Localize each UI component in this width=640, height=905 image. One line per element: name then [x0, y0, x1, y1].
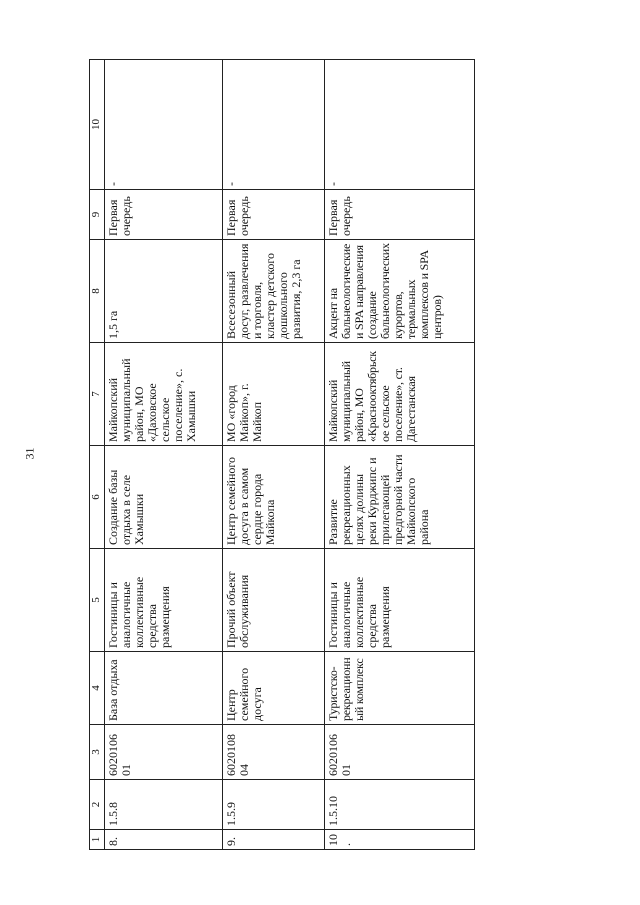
cell-location: Майкопский муниципальный район, МО «Даховское сельское поселение», с. Хамышки — [105, 343, 223, 446]
objects-table — [89, 59, 475, 850]
header-cell: 2 — [90, 780, 105, 830]
cell-note: - — [325, 60, 475, 190]
cell-okved: 6020106 01 — [105, 725, 223, 780]
cell-purpose: Создание базы отдыха в селе Хамышки — [105, 446, 223, 549]
cell-name: База отдыха — [105, 652, 223, 725]
cell-number: 9. — [223, 830, 325, 850]
cell-type: Гостиницы и аналогичные коллективные средства размещения — [105, 549, 223, 652]
cell-location: МО «город Майкоп», г. Майкоп — [223, 343, 325, 446]
cell-note: - — [105, 60, 223, 190]
cell-number: 10. — [325, 830, 475, 850]
header-cell: 5 — [90, 549, 105, 652]
header-cell: 1 — [90, 830, 105, 850]
cell-code: 1.5.9 — [223, 780, 325, 830]
cell-code: 1.5.8 — [105, 780, 223, 830]
cell-stage: Первая очередь — [223, 190, 325, 240]
header-cell: 9 — [90, 190, 105, 240]
cell-number: 8. — [105, 830, 223, 850]
cell-location: Майкопский муниципальный район, МО «Краснооктябрьское сельское поселение», ст. Дагестанская — [325, 343, 475, 446]
cell-stage: Первая очередь — [105, 190, 223, 240]
cell-params: Акцент на бальнеологические и SPA направления (создание бальнеологических курортов, термальных комплексов и SPA центров) — [325, 240, 475, 343]
page-number: 31 — [22, 447, 37, 460]
cell-stage: Первая очередь — [325, 190, 475, 240]
header-row — [90, 60, 105, 850]
cell-params: Всесезонный досуг, развлечения и торговля, кластер детского дошкольного развития, 2,3 га — [223, 240, 325, 343]
header-cell: 4 — [90, 652, 105, 725]
table-row — [223, 60, 325, 850]
cell-name: Центр семейного досуга — [223, 652, 325, 725]
table-row — [105, 60, 223, 850]
cell-type: Прочий объект обслуживания — [223, 549, 325, 652]
cell-okved: 6020106 01 — [325, 725, 475, 780]
header-cell: 8 — [90, 240, 105, 343]
header-cell: 7 — [90, 343, 105, 446]
cell-params: 1,5 га — [105, 240, 223, 343]
cell-code: 1.5.10 — [325, 780, 475, 830]
cell-purpose: Центр семейного досуга в самом сердце города Майкопа — [223, 446, 325, 549]
header-cell: 3 — [90, 725, 105, 780]
cell-type: Гостиницы и аналогичные коллективные средства размещения — [325, 549, 475, 652]
cell-note: - — [223, 60, 325, 190]
header-cell: 10 — [90, 60, 105, 190]
cell-purpose: Развитие рекреационных целях долины реки Курджипс и прилегающей предгорной части Майкопского района — [325, 446, 475, 549]
header-cell: 6 — [90, 446, 105, 549]
table-row — [325, 60, 475, 850]
table-container — [89, 60, 475, 850]
cell-name: Туристско-рекреационный комплекс — [325, 652, 475, 725]
cell-okved: 6020108 04 — [223, 725, 325, 780]
